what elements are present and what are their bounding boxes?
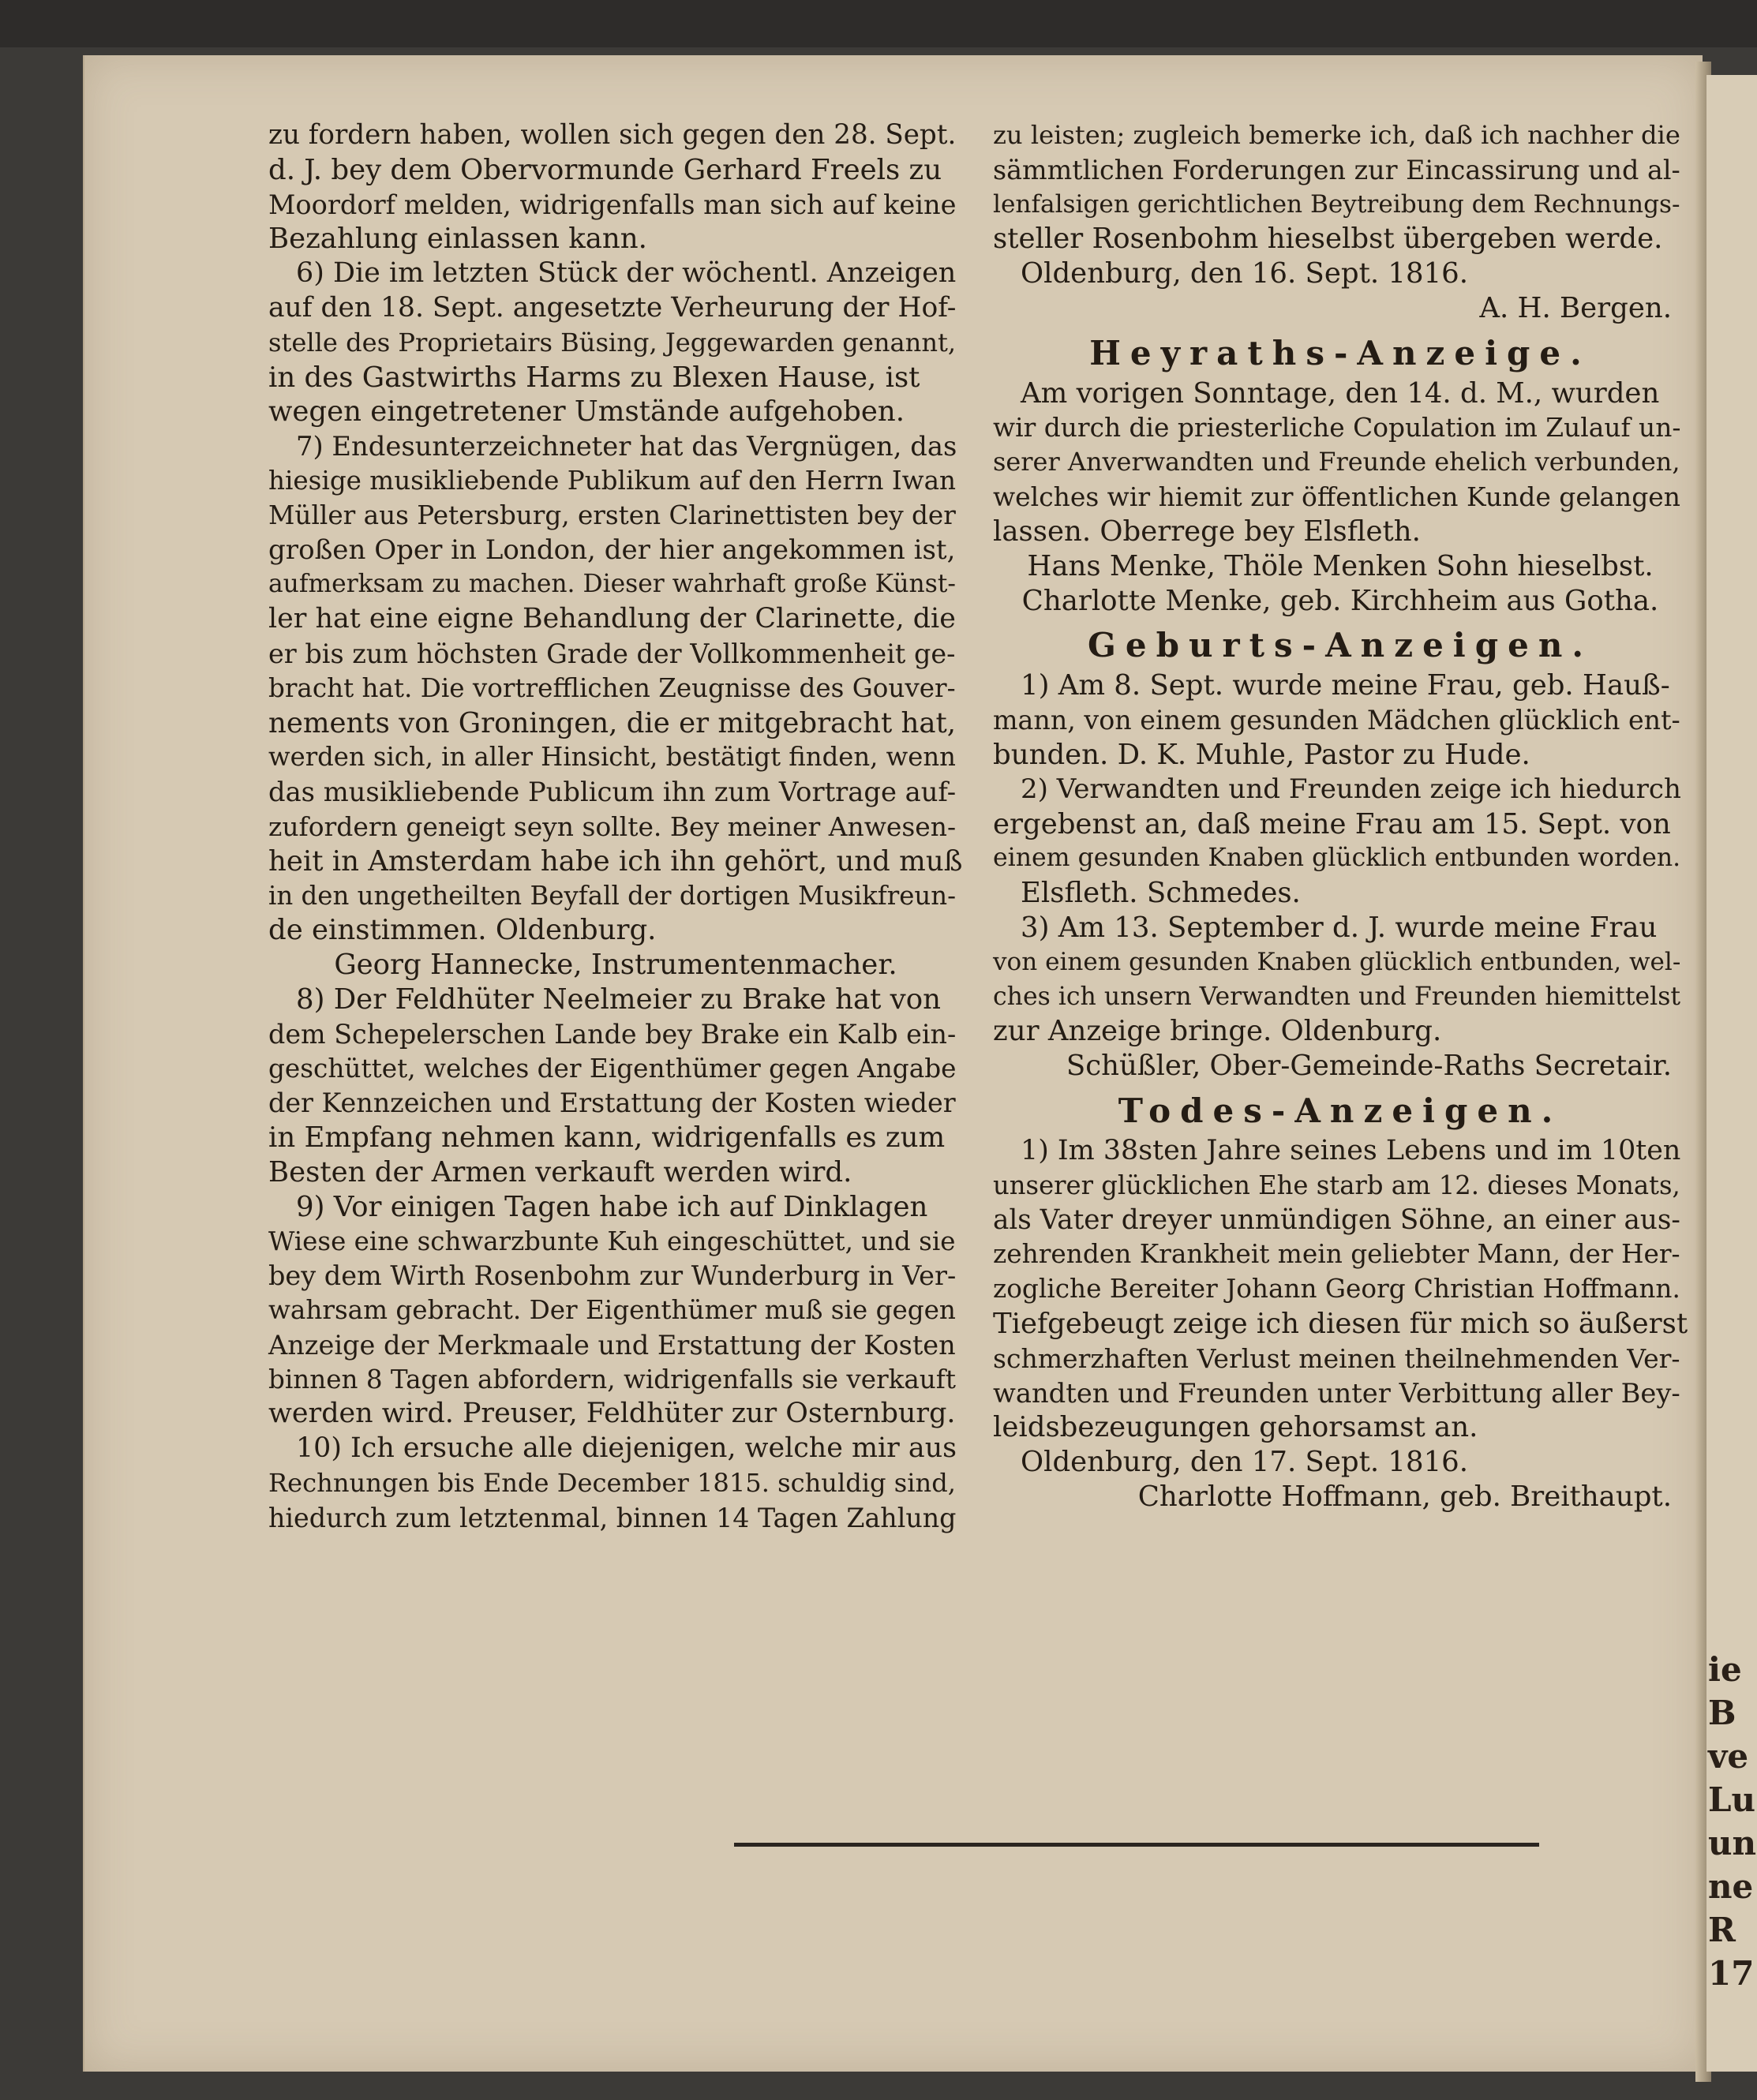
text-line: bey dem Wirth Rosenbohm zur Wunderburg in Ver- bbox=[268, 1260, 957, 1292]
scan-background bbox=[0, 0, 1757, 47]
text-line: leidsbezeugungen gehorsamst an. bbox=[993, 1411, 1478, 1444]
next-page-fragment: un bbox=[1708, 1824, 1757, 1862]
text-line: ergebenst an, daß meine Frau am 15. Sept. von bbox=[993, 807, 1671, 840]
text-line: wandten und Freunden unter Verbittung aller Bey- bbox=[993, 1377, 1680, 1409]
text-line: wahrsam gebracht. Der Eigenthümer muß sie gegen bbox=[268, 1295, 956, 1326]
signature-line: A. H. Bergen. bbox=[1479, 291, 1672, 324]
text-line: Müller aus Petersburg, ersten Clarinettisten bey der bbox=[268, 500, 956, 530]
text-line: serer Anverwandten und Freunde ehelich verbunden, bbox=[993, 447, 1680, 477]
text-line: in den ungetheilten Beyfall der dortigen Musikfreun- bbox=[268, 880, 957, 911]
text-line: Bezahlung einlassen kann. bbox=[268, 223, 647, 256]
text-line: ches ich unsern Verwandten und Freunden hiemittelst bbox=[993, 982, 1681, 1011]
next-page-fragment: ie bbox=[1708, 1650, 1742, 1689]
text-line: 3) Am 13. September d. J. wurde meine Frau bbox=[1021, 911, 1658, 944]
text-line: zehrenden Krankheit mein geliebter Mann, der Her- bbox=[993, 1239, 1680, 1270]
section-heading-marriage: Heyraths-Anzeige. bbox=[1089, 333, 1591, 372]
next-page-fragment: B bbox=[1708, 1694, 1736, 1732]
text-line: sämmtlichen Forderungen zur Eincassirung und al- bbox=[993, 154, 1680, 185]
text-line: binnen 8 Tagen abfordern, widrigenfalls sie verkauft bbox=[268, 1364, 956, 1394]
text-line: großen Oper in London, der hier angekommen ist, bbox=[268, 533, 956, 566]
text-line: mann, von einem gesunden Mädchen glücklich ent- bbox=[993, 705, 1680, 736]
text-line: wegen eingetretener Umstände aufgehoben. bbox=[268, 395, 905, 429]
text-line: 1) Im 38sten Jahre seines Lebens und im 10ten bbox=[1021, 1134, 1681, 1166]
text-line: das musikliebende Publicum ihn zum Vortrage auf- bbox=[268, 777, 957, 808]
text-line: lassen. Oberrege bey Elsfleth. bbox=[993, 515, 1421, 548]
dateline: Oldenburg, den 17. Sept. 1816. bbox=[1021, 1446, 1469, 1479]
text-line: 2) Verwandten und Freunden zeige ich hiedurch bbox=[1021, 773, 1681, 805]
text-line: Besten der Armen verkauft werden wird. bbox=[268, 1155, 852, 1189]
text-line: einem gesunden Knaben glücklich entbunden worden. bbox=[993, 844, 1681, 873]
text-line: de einstimmen. Oldenburg. bbox=[268, 914, 657, 947]
text-line: 8) Der Feldhüter Neelmeier zu Brake hat von bbox=[296, 983, 941, 1016]
text-line: in des Gastwirths Harms zu Blexen Hause, ist bbox=[268, 361, 920, 394]
text-line: unserer glücklichen Ehe starb am 12. dieses Monats, bbox=[993, 1170, 1680, 1200]
text-line: 6) Die im letzten Stück der wöchentl. Anzeigen bbox=[296, 257, 957, 290]
text-line: dem Schepelerschen Lande bey Brake ein Kalb ein- bbox=[268, 1018, 957, 1050]
text-line: lenfalsigen gerichtlichen Beytreibung dem Rechnungs- bbox=[993, 189, 1680, 219]
text-line: auf den 18. Sept. angesetzte Verheurung der Hof- bbox=[268, 291, 957, 324]
text-line: bracht hat. Die vortrefflichen Zeugnisse des Gouver- bbox=[268, 672, 956, 703]
text-line: 10) Ich ersuche alle diejenigen, welche mir aus bbox=[296, 1432, 957, 1465]
dateline: Oldenburg, den 16. Sept. 1816. bbox=[1021, 257, 1469, 290]
signature-line: Georg Hannecke, Instrumentenmacher. bbox=[334, 949, 897, 982]
text-line: ler hat eine eigne Behandlung der Clarinette, die bbox=[268, 603, 956, 635]
next-page-fragment: ne bbox=[1708, 1867, 1754, 1906]
text-line: hiedurch zum letztenmal, binnen 14 Tagen Zahlung bbox=[268, 1502, 957, 1533]
text-line: werden sich, in aller Hinsicht, bestätigt finden, wenn bbox=[268, 742, 956, 773]
text-line: Moordorf melden, widrigenfalls man sich auf keine bbox=[268, 189, 957, 220]
text-line: bunden. D. K. Muhle, Pastor zu Hude. bbox=[993, 738, 1530, 771]
section-heading-deaths: Todes-Anzeigen. bbox=[1118, 1091, 1563, 1130]
text-line: zu fordern haben, wollen sich gegen den 28. Sept. bbox=[268, 119, 957, 151]
left-column bbox=[268, 118, 963, 1536]
text-line: hiesige musikliebende Publikum auf den Herrn Iwan bbox=[268, 465, 956, 496]
signature-line: Hans Menke, Thöle Menken Sohn hieselbst. bbox=[1027, 549, 1654, 582]
closing-rule bbox=[734, 1843, 1539, 1847]
text-line: heit in Amsterdam habe ich ihn gehört, und muß bbox=[268, 844, 963, 878]
text-line: zu leisten; zugleich bemerke ich, daß ich nachher die bbox=[993, 120, 1680, 150]
text-line: zur Anzeige bringe. Oldenburg. bbox=[993, 1015, 1442, 1048]
signature-line: Elsfleth. Schmedes. bbox=[1021, 877, 1301, 910]
next-page-fragment: ve bbox=[1708, 1737, 1749, 1776]
text-line: 9) Vor einigen Tagen habe ich auf Dinklagen bbox=[296, 1190, 928, 1223]
signature-line: Charlotte Menke, geb. Kirchheim aus Gotha. bbox=[1021, 584, 1659, 617]
next-page-fragment: 17 bbox=[1708, 1954, 1755, 1993]
text-line: 1) Am 8. Sept. wurde meine Frau, geb. Hauß- bbox=[1021, 669, 1670, 702]
text-line: wir durch die priesterliche Copulation im Zulauf un- bbox=[993, 412, 1681, 443]
text-line: zogliche Bereiter Johann Georg Christian Hoffmann. bbox=[993, 1274, 1680, 1305]
next-page-strip bbox=[1706, 75, 1757, 2072]
text-line: zufordern geneigt seyn sollte. Bey meiner Anwesen- bbox=[268, 810, 957, 842]
text-line: aufmerksam zu machen. Dieser wahrhaft große Künst- bbox=[268, 570, 956, 599]
text-line: in Empfang nehmen kann, widrigenfalls es zum bbox=[268, 1121, 946, 1155]
text-line: werden wird. Preuser, Feldhüter zur Osternburg. bbox=[268, 1398, 956, 1430]
right-column bbox=[993, 118, 1688, 1514]
text-line: Anzeige der Merkmaale und Erstattung der Kosten bbox=[268, 1329, 956, 1361]
text-line: 7) Endesunterzeichneter hat das Vergnügen, das bbox=[296, 431, 957, 462]
next-page-fragment: Lu bbox=[1708, 1780, 1756, 1819]
text-line: der Kennzeichen und Erstattung der Kosten wieder bbox=[268, 1087, 956, 1119]
text-line: schmerzhaften Verlust meinen theilnehmenden Ver- bbox=[993, 1342, 1680, 1374]
text-line: steller Rosenbohm hieselbst übergeben werde. bbox=[993, 223, 1663, 256]
section-heading-births: Geburts-Anzeigen. bbox=[1088, 626, 1593, 665]
text-line: nements von Groningen, die er mitgebracht hat, bbox=[268, 706, 957, 739]
text-line: als Vater dreyer unmündigen Söhne, an einer aus- bbox=[993, 1203, 1680, 1236]
text-line: Rechnungen bis Ende December 1815. schuldig sind, bbox=[268, 1468, 956, 1499]
text-line: stelle des Proprietairs Büsing, Jeggewarden genannt, bbox=[268, 327, 957, 357]
text-line: er bis zum höchsten Grade der Vollkommenheit ge- bbox=[268, 638, 956, 669]
signature-line: Charlotte Hoffmann, geb. Breithaupt. bbox=[1137, 1480, 1672, 1513]
text-line: welches wir hiemit zur öffentlichen Kunde gelangen bbox=[993, 481, 1680, 513]
signature-line: Schüßler, Ober-Gemeinde-Raths Secretair. bbox=[1066, 1050, 1672, 1083]
text-line: Wiese eine schwarzbunte Kuh eingeschüttet, und sie bbox=[268, 1226, 956, 1256]
next-page-fragment: R bbox=[1708, 1911, 1736, 1949]
text-line: geschüttet, welches der Eigenthümer gegen Angabe bbox=[268, 1053, 957, 1084]
text-line: von einem gesunden Knaben glücklich entbunden, wel- bbox=[993, 947, 1681, 976]
text-line: d. J. bey dem Obervormunde Gerhard Freels zu bbox=[268, 153, 942, 186]
text-line: Am vorigen Sonntage, den 14. d. M., wurden bbox=[1021, 376, 1660, 410]
text-line: Tiefgebeugt zeige ich diesen für mich so äußerst bbox=[993, 1307, 1688, 1340]
